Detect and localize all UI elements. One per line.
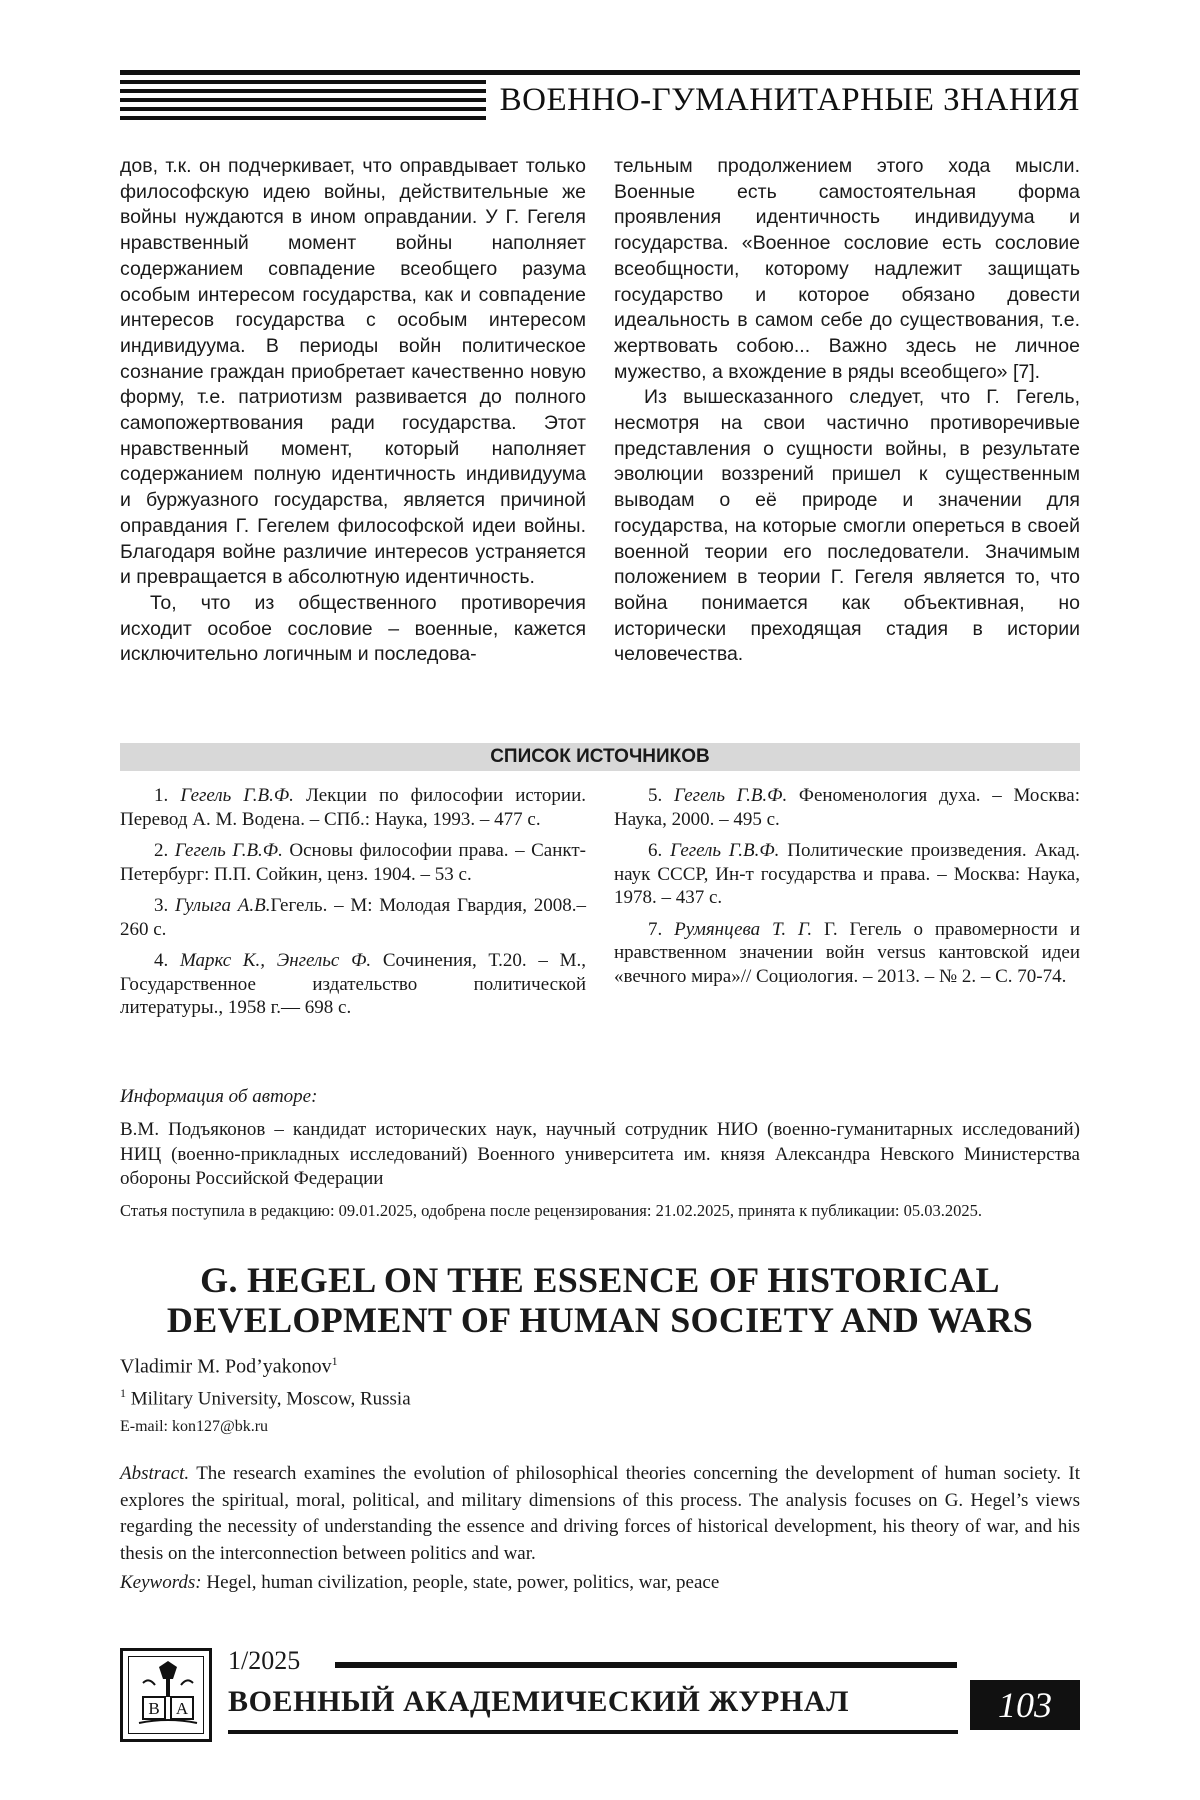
journal-name: ВОЕННЫЙ АКАДЕМИЧЕСКИЙ ЖУРНАЛ [228,1685,850,1718]
body-paragraph: Из вышесказанного следует, что Г. Гегель, несмотря на свои частично противоречивые представления о сущности войны, в результате эволюции воззрений пришел к существенным выводам о её природе и значении для государства, на которые смогли опереться в своей военной теории его последователи. Значимым положением в теории Г. Гегеля является то, что война понимается как объективная, но исторически преходящая стадия в истории человечества. [614,386,1080,666]
reference-column-left [120,784,586,1028]
author-email: E-mail: kon127@bk.ru [120,1418,269,1435]
reference-item: 4. Маркс К., Энгельс Ф. Сочинения, Т.20. – М., Государственное издательство политической литературы., 1958 г.— 698 с. [120,950,587,1018]
page-number: 103 [970,1680,1080,1730]
english-title: G. HEGEL ON THE ESSENCE OF HISTORICAL DEVELOPMENT OF HUMAN SOCIETY AND WARS [166,1260,1034,1340]
author-info-text: В.М. Подъяконов – кандидат исторических наук, научный сотрудник НИО (военно-гуманитарных исследований) НИЦ (военно-прикладных исследований) Военного университета им. князя Александра Невского Министерства обороны Российской Федерации [120,1119,1080,1189]
footer-rule-top [335,1662,957,1668]
body-paragraph: дов, т.к. он подчеркивает, что оправдывает только философскую идею войны, действительные же войны нуждаются в ином оправдании. У Г. Гегеля нравственный момент войны наполняет содержанием совпадение всеобщего разума особым интересом государства, как и совпадение интересов государства с особым интересом индивидуума. В периоды войн политическое сознание граждан приобретает качественно новую форму, т.е. патриотизм развивается до полного самопожертвования ради государства. Этот нравственный момент, который наполняет содержанием полную идентичность индивидуума и буржуазного государства, является причиной оправдания Г. Гегелем философской идеи войны. Благодаря войне различие интересов устраняется и превращается в абсолютную идентичность. [120,155,586,589]
reference-item: 6. Гегель Г.В.Ф. Политические произведения. Акад. наук СССР, Ин-т государства и права. – Москва: Наука, 1978. – 437 с. [614,840,1081,908]
svg-text:В: В [148,1699,160,1718]
svg-text:А: А [175,1699,189,1718]
torch-book-icon [129,1657,207,1735]
english-affiliation: $^1$ Military University, Moscow, Russia [120,1386,411,1410]
running-header [120,70,1080,126]
english-abstract: Abstract. The research examines the evolution of philosophical theories concerning the development of human society. It explores the spiritual, moral, political, and military dimensions of this process. The analysis focuses on G. Hegel’s views regarding the necessity of understanding the essence and driving forces of historical development, his theory of war, and his thesis on the interconnection between politics and war. [120,1463,1080,1564]
english-keywords: Keywords: Hegel, human civilization, people, state, power, politics, war, peace [120,1572,720,1593]
journal-page [120,70,1081,1725]
reference-column-right [614,784,1080,996]
section-title: ВОЕННО-ГУМАНИТАРНЫЕ ЗНАНИЯ [486,80,1080,120]
english-author: Vladimir M. Pod’yakonov$^1$ [120,1354,338,1378]
page-footer [120,1648,1080,1744]
footer-rule-bottom [228,1730,958,1734]
body-column-right [614,154,1080,668]
reference-item: 3. Гулыга А.В.Гегель. – М: Молодая Гвардия, 2008.– 260 с. [120,895,586,940]
body-paragraph: То, что из общественного противоречия исходит особое сословие – военные, кажется исключительно логичным и последова- [120,591,586,666]
issue-number: 1/2025 [228,1646,301,1675]
sources-heading: СПИСОК ИСТОЧНИКОВ [120,743,1080,771]
reference-item: 7. Румянцева Т. Г. Г. Гегель о правомерности и нравственном значении войн versus кантовской идеи «вечного мира»// Социология. – 2013. – № 2. – С. 70-74. [614,918,1080,987]
article-dates: Статья поступила в редакцию: 09.01.2025, одобрена после рецензирования: 21.02.2025, принята к публикации: 05.03.2025. [120,1201,982,1220]
body-column-left [120,154,586,668]
body-paragraph: тельным продолжением этого хода мысли. Военные есть самостоятельная форма проявления идентичность индивидуума и государства. «Военное сословие есть сословие всеобщности, которому надлежит защищать государство и которое обязано довести идеальность в самом себе до существования, т.е. жертвовать собою... Важно здесь не личное мужество, а вхождение в ряды всеобщего» [7]. [614,155,1080,383]
reference-item: 5. Гегель Г.В.Ф. Феноменология духа. – Москва: Наука, 2000. – 495 с. [614,785,1080,830]
reference-item: 1. Гегель Г.В.Ф. Лекции по философии истории. Перевод А. М. Водена. – СПб.: Наука, 1993. – 477 с. [120,785,586,830]
reference-item: 2. Гегель Г.В.Ф. Основы философии права. – Санкт-Петербург: П.П. Сойкин, ценз. 1904. – 53 с. [120,840,587,885]
journal-logo [120,1648,212,1742]
author-info-label: Информация об авторе: [120,1086,318,1107]
